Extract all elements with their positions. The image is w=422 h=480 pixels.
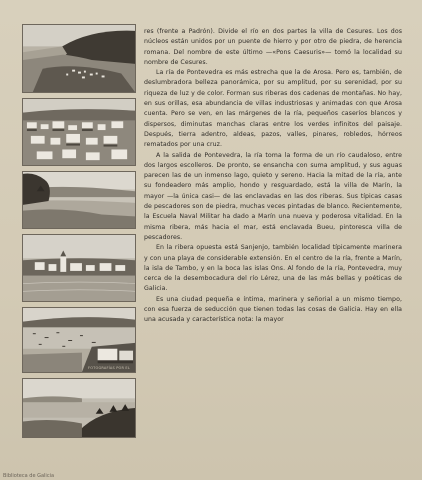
- photo-bay-boats: [22, 307, 136, 373]
- library-credit: Biblioteca de Galicia: [3, 473, 55, 479]
- photo-wooded-coast: [22, 378, 136, 438]
- paragraph-2: La ría de Pontevedra es más estrecha que la de Arosa. Pero es, también, de deslumbradora belleza panorámica, por su amplitud, por su serenidad, por su riqueza de luz y de color. Forman sus riberas dos cadenas de montañas. No hay, en sus orillas, esa abundancia de villas industriosas y animadas con que Arosa cuenta. Pero se ven, en las márgenes de la ría, pequeños caseríos blancos y dispersos, diminutas manchas claras entre los verdes infinitos del paisaje. Después, tierra adentro, aldeas, pazos, valles, pinares, robledos, hórreos rematados por una cruz.: [144, 69, 402, 149]
- photo-coastal-hillside-town: [22, 24, 136, 93]
- paragraph-4: En la ribera opuesta está Sanjenjo, también localidad típicamente marinera y con una playa de considerable extensión. En el centro de la ría, frente a Marín, la isla de Tambo, y en la boca las islas Ons. Al fondo de la ría, Pontevedra, muy cerca de la desembocadura del río Lérez, una de las más bellas y poéticas de Galicia.: [144, 244, 402, 293]
- paragraph-5: Es una ciudad pequeña e íntima, marinera y señorial a un mismo tiempo, con esa fuerza de seducción que tienen todas las cosas de Galicia. Hay en ella una acusada y característica nota: la mayor: [144, 295, 402, 324]
- paragraph-1: res (frente a Padrón). Divide el río en dos partes la villa de Cesures. Los dos núcleos están unidos por un puente de hierro y por otro de piedra, de herencia romana. Del nombre de este último —«Pons Caesuris»— tomó la localidad su nombre de Cesures.: [144, 28, 402, 66]
- photo-estuary-shore: [22, 171, 136, 229]
- photo-column: [22, 24, 136, 443]
- paragraph-3: A la salida de Pontevedra, la ría toma la forma de un río caudaloso, entre dos largos escolleros. De pronto, se ensancha con suma amplitud, y sus aguas parecen las de un inmenso lago, quieto y sereno. Hacia la mitad de la ría, ante su fondeadero más amplio, hondo y resguardado, está la villa de Marín, la mayor —la única casi— de las enclavadas en las dos riberas. Sus típicas casas de pescadores son de piedra, muchas veces pintadas de blanco. Recientemente, la Escuela Naval Militar ha dado a Marín una nueva y poderosa vitalidad. En la misma ribera, más hacia el mar, está enclavada Bueu, pintoresca villa de pescadores.: [144, 151, 402, 241]
- photo-caption: FOTOGRAFÍAS POR EL: [87, 366, 130, 370]
- photo-harbor-church: [22, 234, 136, 302]
- article-text: [144, 27, 402, 326]
- photo-town-rooftops: [22, 98, 136, 166]
